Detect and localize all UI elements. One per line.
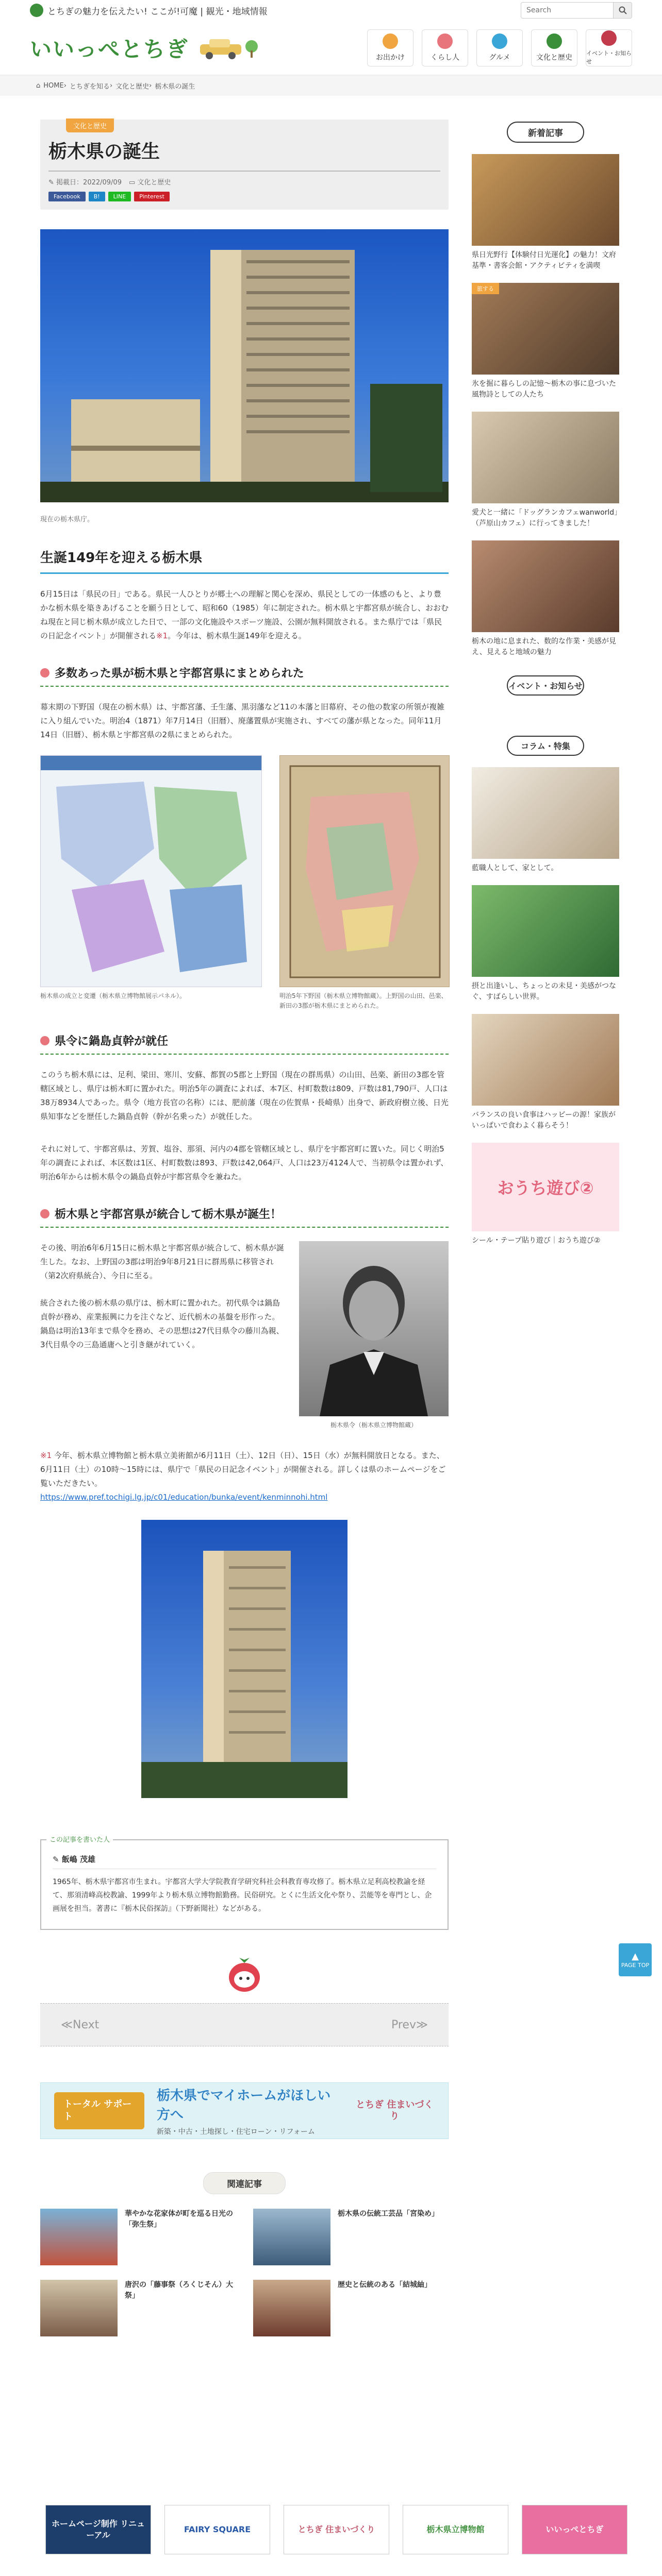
related-thumb bbox=[40, 2209, 118, 2265]
calendar-icon: ✎ 掲載日：2022/09/09 bbox=[48, 179, 122, 187]
partner-banner[interactable]: ホームページ制作 リニューアル bbox=[45, 2505, 151, 2554]
related-item[interactable] bbox=[40, 2280, 236, 2336]
share-line[interactable]: LINE bbox=[108, 192, 131, 201]
page-top-button[interactable] bbox=[619, 1943, 652, 1976]
site-logo[interactable] bbox=[30, 32, 262, 63]
text-with-portrait bbox=[40, 1241, 449, 1430]
people-icon bbox=[437, 33, 453, 49]
sidebar-column[interactable] bbox=[472, 767, 619, 874]
partner-banner[interactable]: FAIRY SQUARE bbox=[164, 2505, 270, 2554]
related-item[interactable] bbox=[40, 2209, 236, 2265]
old-map-image bbox=[279, 755, 450, 987]
share-hatena[interactable]: B! bbox=[89, 192, 105, 201]
flower-bullet-icon bbox=[40, 1036, 49, 1045]
related-title: 栃木県の伝統工芸品「宮染め」 bbox=[338, 2210, 439, 2218]
sidebar-article[interactable] bbox=[472, 412, 619, 529]
sidebar-thumb bbox=[472, 412, 619, 503]
image-caption: 明治5年下野国（栃木県立博物館蔵）。上野国の山田、邑楽、新田の3郡が栃木県にまとめられた。 bbox=[279, 992, 448, 1009]
related-thumb bbox=[253, 2280, 330, 2336]
hero-caption: 現在の栃木県庁。 bbox=[40, 516, 94, 523]
paragraph: それに対して、宇都宮県は、芳賀、塩谷、那須、河内の4郡を管轄区域とし、県庁を宇都宮町に置いた。同じく明治5年の調査によれば、本区数は1区、村町数数は893、戸数は42,064戸、人口は23万4124人で、当初県令は置かれず、明治6年からは栃木県令の鍋島貞幹が宇都宮県令を兼ねた。 bbox=[40, 1144, 449, 1181]
search-icon bbox=[619, 6, 627, 14]
tower-illustration bbox=[141, 1520, 347, 1798]
car-illustration-icon bbox=[195, 35, 262, 61]
sidebar bbox=[472, 120, 619, 1246]
date-label: 掲載日： bbox=[56, 179, 84, 187]
sidebar-column[interactable] bbox=[472, 1143, 619, 1246]
sidebar-column-title: シール・テープ貼り遊び｜おうち遊び② bbox=[472, 1236, 601, 1245]
nav-label: イベント・お知らせ bbox=[586, 49, 632, 65]
tree-logo-icon bbox=[30, 4, 43, 17]
category-tag[interactable]: 文化と歴史 bbox=[66, 118, 114, 132]
footnote bbox=[40, 1449, 449, 1504]
related-item[interactable] bbox=[253, 2280, 449, 2336]
sidebar-article-title: 栃木の地に息まれた、数的な作業・美感が見え、見えると地域の魅力 bbox=[472, 637, 616, 656]
sidebar-tag: 旅する bbox=[472, 283, 499, 294]
sidebar-thumb bbox=[472, 767, 619, 859]
share-buttons bbox=[48, 192, 440, 201]
portrait-image-nabeshima bbox=[299, 1241, 449, 1416]
paragraph: 幕末期の下野国（現在の栃木県）は、宇都宮藩、壬生藩、黒羽藩など11の本藩と旧幕府、その他の数家の所領が複雑に入り組んでいた。明治4（1871）年7月14日（旧暦）、廃藩置県が実施され、すべての藩が県となった。同年11月14日（旧暦）、栃木県と宇都宮県の2県にまとめられた。 bbox=[40, 702, 445, 739]
author-box bbox=[40, 1836, 449, 1930]
sidebar-thumb bbox=[472, 540, 619, 632]
home-icon: ⌂ bbox=[36, 81, 41, 90]
breadcrumb-sep: › bbox=[63, 81, 67, 90]
portrait-illustration bbox=[299, 1241, 449, 1416]
figure bbox=[40, 755, 262, 1011]
map-panel-illustration bbox=[41, 756, 262, 987]
paragraph: このうち栃木県には、足利、梁田、寒川、安蘇、都賀の5郡と上野国（現在の群馬県）の山田、邑楽、新田の3郡を管轄区域とし、県庁は栃木町に置かれた。明治5年の調査によれば、本7区、村町数数は809、戸数は81,790戸、人口は38万8934人であった。県令（地方長官の名称）には、肥前藩（現在の佐賀県・長崎県）出身で、新政府樹立後、日光県知事などを歴任した鍋島貞幹（幹が名乗った）が就任した。 bbox=[40, 1070, 449, 1121]
arrow-up-icon: ▲ bbox=[632, 1951, 639, 1962]
breadcrumb-culture[interactable]: 文化と歴史 bbox=[115, 82, 150, 91]
strawberry-mascot-icon bbox=[224, 1954, 265, 1995]
breadcrumb-current: 栃木県の誕生 bbox=[155, 82, 195, 91]
article-title-box bbox=[40, 120, 449, 210]
top-bar bbox=[0, 0, 662, 21]
meta-category[interactable]: 文化と歴史 bbox=[137, 179, 171, 187]
flower-bullet-icon bbox=[40, 1209, 49, 1218]
banner-title: 栃木県でマイホームがほしい方へ bbox=[156, 2088, 331, 2123]
related-title: 歴史と伝統のある「結城紬」 bbox=[338, 2281, 432, 2289]
nav-event[interactable] bbox=[586, 29, 632, 66]
text-column bbox=[40, 1241, 287, 1430]
subheading bbox=[40, 1206, 449, 1228]
figure bbox=[299, 1241, 449, 1430]
related-title: 華やかな花家体が町を巡る日光の「弥生祭」 bbox=[125, 2210, 233, 2229]
housing-banner[interactable] bbox=[40, 2082, 449, 2139]
next-article-link[interactable]: ≪Next bbox=[61, 2018, 100, 2031]
subheading bbox=[40, 1032, 449, 1055]
nav-culture[interactable] bbox=[531, 29, 577, 66]
breadcrumb-sep: › bbox=[109, 81, 113, 90]
partner-banners bbox=[45, 2505, 627, 2554]
sidebar-article-title: 県日光野行【体験付日光運化】の魅力！文府基準・書客会館・アクティビティを満喫 bbox=[472, 251, 616, 270]
subheading bbox=[40, 665, 449, 687]
nav-outing[interactable] bbox=[367, 29, 413, 66]
related-list bbox=[40, 2209, 449, 2336]
building-illustration bbox=[40, 229, 449, 502]
sidebar-article[interactable] bbox=[472, 283, 619, 400]
car-icon bbox=[383, 33, 398, 49]
sidebar-column-title: 摂と出逢いし、ちょっとの未見・美感がつなぐ、すばらしい世界。 bbox=[472, 982, 616, 1001]
hero-image-prefectural-office bbox=[40, 229, 449, 502]
banner-subtitle: 新築・中古・土地探し・住宅ローン・リフォーム bbox=[156, 2128, 315, 2136]
article bbox=[40, 120, 449, 2336]
subheading-text: 栃木県と宇都宮県が統合して栃木県が誕生！ bbox=[55, 1208, 282, 1221]
related-item[interactable] bbox=[253, 2209, 449, 2265]
footnote-link[interactable]: ※1 bbox=[156, 631, 168, 640]
related-thumb bbox=[40, 2280, 118, 2336]
share-facebook[interactable]: Facebook bbox=[48, 192, 86, 201]
site-header bbox=[0, 21, 662, 75]
paragraph bbox=[40, 587, 449, 643]
sidebar-article-title: 氷を掘に暮らしの記憶～栃木の事に息づいた風物詩としての人たち bbox=[472, 380, 616, 399]
new-articles-heading: 新着記事 bbox=[507, 122, 584, 143]
banner-badge: トータル サポート bbox=[54, 2092, 144, 2129]
nav-gourmet[interactable] bbox=[476, 29, 523, 66]
site-tagline: とちぎの魅力を伝えたい! ここが!可魔 | 観光・地域情報 bbox=[47, 6, 268, 17]
pen-icon: ✎ bbox=[53, 1855, 62, 1864]
image-caption: 栃木県の成立と変遷（栃木県立博物館展示パネル）。 bbox=[40, 992, 186, 999]
sidebar-article[interactable] bbox=[472, 154, 619, 272]
castle-icon bbox=[547, 33, 562, 49]
prev-article-link[interactable]: Prev≫ bbox=[391, 2018, 428, 2031]
page-top-label: PAGE TOP bbox=[621, 1962, 650, 1969]
pager bbox=[40, 2003, 449, 2046]
mascot-illustration bbox=[224, 1954, 265, 1995]
breadcrumb-know[interactable]: とちぎを知る bbox=[69, 82, 110, 91]
folder-icon: ▭ 文化と歴史 bbox=[128, 179, 171, 187]
sidebar-column-title: 藍職人として、家として。 bbox=[472, 864, 558, 872]
share-pinterest[interactable]: Pinterest bbox=[134, 192, 170, 201]
figure bbox=[279, 755, 450, 1011]
sidebar-thumb bbox=[472, 154, 619, 246]
sidebar-article[interactable] bbox=[472, 540, 619, 658]
flower-bullet-icon bbox=[40, 668, 49, 677]
banner-logo: とちぎ 住まいづくり bbox=[356, 2099, 434, 2122]
footnote-text: 今年、栃木県立博物館と栃木県立美術館が6月11日（土）、12日（日）、15日（水）が無料開放日となる。また、6月11日（土）の10時～15時には、県庁で「県民の日記念イベント」が開催される。詳しくは県のホームページをご覧いただきたい。 bbox=[40, 1451, 446, 1488]
article-meta bbox=[48, 177, 440, 187]
author-name-text: 飯嶋 茂雄 bbox=[61, 1855, 96, 1864]
breadcrumb-home[interactable]: HOME bbox=[43, 81, 64, 90]
paragraph-text: 6月15日は「県民の日」である。県民一人ひとりが郷土への理解と関心を深め、県民としての一体感のもと、より豊かな栃木県を築きあげることを願う日として、昭和60（1985）年に制定された。栃木県と宇都宮県が統合し、おおむね現在と同じ栃木県が成立した日で、一部の文化施設やスポーツ施設、公園が無料開放される。また県庁では「県民の日記念イベント」が開催される bbox=[40, 589, 449, 640]
image-pair bbox=[40, 755, 449, 1011]
sidebar-column[interactable] bbox=[472, 885, 619, 1003]
search-input[interactable] bbox=[521, 2, 614, 19]
paragraph: 統合された後の栃木県の県庁は、栃木町に置かれた。初代県令は鍋島貞幹が務め、産業振興に力を注ぐなど、近代栃木の基盤を形作った。鍋島は明治13年まで県令を務め、その思想は27代目県令の藤川為親、3代目県令の三島通庸へと引き継がれていく。 bbox=[40, 1298, 284, 1349]
event-heading: イベント・お知らせ bbox=[507, 675, 584, 696]
search-button[interactable] bbox=[614, 2, 632, 19]
section-heading: 生誕149年を迎える栃木県 bbox=[40, 547, 449, 574]
image-caption: 栃木県令（栃木県立博物館蔵） bbox=[330, 1421, 417, 1429]
related-heading: 関連記事 bbox=[203, 2172, 286, 2194]
paragraph: その後、明治6年6月15日に栃木県と宇都宮県が統合して、栃木県が誕生した。なお、上野国の3郡は明治9年8月21日に群馬県に移管され（第2次府県統合）、今日に至る。 bbox=[40, 1243, 284, 1280]
office-tower-image bbox=[141, 1520, 347, 1798]
cheer-title: おうち遊び② bbox=[497, 1178, 594, 1198]
partner-banner[interactable]: とちぎ 住まいづくり bbox=[284, 2505, 389, 2554]
breadcrumb bbox=[0, 75, 662, 96]
date-value: 2022/09/09 bbox=[83, 179, 122, 187]
author-bio: 1965年、栃木県宇都宮市生まれ。宇都宮大学大学院教育学研究科社会科教育専攻修了。栃木県立足利高校教諭を経て、那須清峰高校教諭、1999年より栃木県立博物館勤務。民俗研究。とくに生活文化や祭り、芸能等を専門とし、企画展を担当。著書に『栃木民俗探訪』（下野新聞社）などがある。 bbox=[53, 1878, 432, 1913]
sidebar-thumb bbox=[472, 885, 619, 977]
nav-label: 文化と歴史 bbox=[536, 53, 572, 62]
nav-living[interactable] bbox=[422, 29, 468, 66]
sidebar-article-title: 愛犬と一緒に「ドッグランカフェwanworld」（芦原山カフェ）に行ってきました！ bbox=[472, 509, 618, 528]
dish-icon bbox=[492, 33, 507, 49]
nav-label: グルメ bbox=[489, 53, 510, 62]
brand-name: いいっぺとちぎ bbox=[30, 36, 189, 62]
panel-image-prefecture-history bbox=[40, 755, 262, 987]
paragraph-text: 。今年は、栃木県生誕149年を迎える。 bbox=[168, 631, 306, 640]
subheading-text: 県令に鍋島貞幹が就任 bbox=[55, 1035, 169, 1048]
related-thumb bbox=[253, 2209, 330, 2265]
sidebar-thumb bbox=[472, 283, 619, 375]
flag-icon bbox=[601, 30, 617, 46]
partner-banner[interactable]: 栃木県立博物館 bbox=[403, 2505, 508, 2554]
sidebar-thumb bbox=[472, 1014, 619, 1106]
search-box bbox=[521, 2, 632, 19]
column-heading: コラム・特集 bbox=[507, 736, 584, 756]
sidebar-column-title: バランスの良い食事はハッピーの源！家族がいっぱいで食わよく暮らそう！ bbox=[472, 1111, 616, 1130]
old-map-illustration bbox=[280, 756, 450, 987]
external-link[interactable]: https://www.pref.tochigi.lg.jp/c01/education/bunka/event/kenminnohi.html bbox=[40, 1493, 328, 1502]
subheading-text: 多数あった県が栃木県と宇都宮県にまとめられた bbox=[55, 667, 304, 680]
author-label: この記事を書いた人 bbox=[46, 1834, 113, 1844]
nav-label: お出かけ bbox=[376, 53, 405, 62]
sidebar-thumb bbox=[472, 1143, 619, 1231]
nav-label: くらし人 bbox=[431, 53, 459, 62]
related-title: 唐沢の「藤事祭（ろくじそん）大祭」 bbox=[125, 2281, 233, 2300]
footnote-mark: ※1 bbox=[40, 1451, 52, 1460]
page-title: 栃木県の誕生 bbox=[48, 137, 440, 172]
global-nav bbox=[367, 29, 632, 66]
author-name bbox=[53, 1854, 436, 1869]
breadcrumb-sep: › bbox=[149, 81, 152, 90]
partner-banner[interactable]: いいっぺとちぎ bbox=[522, 2505, 627, 2554]
sidebar-column[interactable] bbox=[472, 1014, 619, 1131]
banner-text bbox=[157, 2085, 342, 2137]
